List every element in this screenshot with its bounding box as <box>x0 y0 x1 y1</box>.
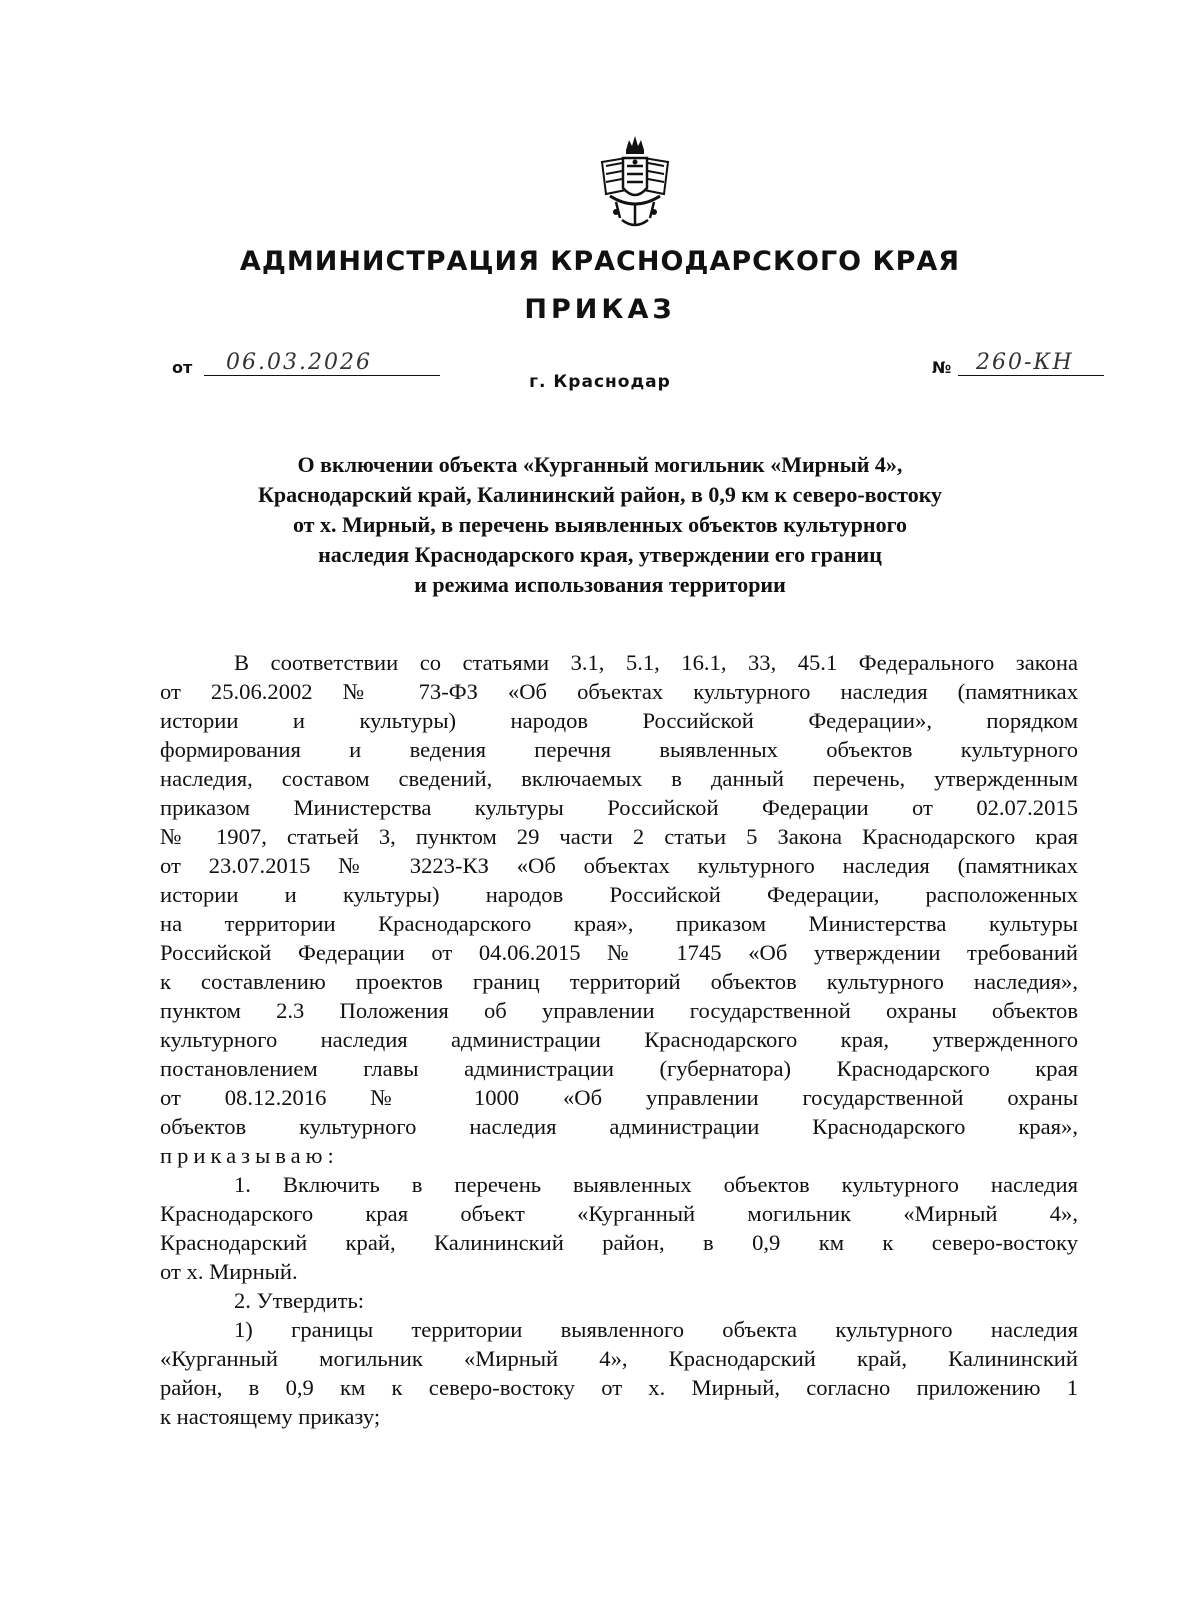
body-line: Краснодарский край, Калининский район, в 0,9 км к северо-востоку <box>160 1230 1078 1255</box>
title-line: и режима использования территории <box>414 572 786 597</box>
body-line: истории и культуры) народов Российской Федерации, расположенных <box>160 882 1078 907</box>
coat-of-arms-emblem <box>596 132 674 232</box>
body-line: пунктом 2.3 Положения об управлении государственной охраны объектов <box>160 998 1078 1023</box>
title-line: Краснодарский край, Калининский район, в 0,9 км к северо-востоку <box>257 482 943 507</box>
body-line: формирования и ведения перечня выявленных объектов культурного <box>160 737 1078 762</box>
order-body <box>160 648 1078 1431</box>
clause-1: 1. Включить в перечень выявленных объектов культурного наследия <box>234 1172 1078 1197</box>
body-line: от 23.07.2015 № 3223-КЗ «Об объектах культурного наследия (памятниках <box>160 853 1078 878</box>
title-line: О включении объекта «Курганный могильник «Мирный 4», <box>297 452 903 477</box>
clause-2-1: 1) границы территории выявленного объекта культурного наследия <box>234 1317 1078 1342</box>
title-line: от х. Мирный, в перечень выявленных объектов культурного <box>292 512 908 537</box>
body-line: «Курганный могильник «Мирный 4», Краснодарский край, Калининский <box>160 1346 1078 1371</box>
clause-2: 2. Утвердить: <box>234 1288 365 1313</box>
handwritten-number: 260-КН <box>958 350 1104 376</box>
organization-name: АДМИНИСТРАЦИЯ КРАСНОДАРСКОГО КРАЯ <box>239 246 961 277</box>
body-line: к составлению проектов границ территорий объектов культурного наследия», <box>160 969 1078 994</box>
body-line: Краснодарского края объект «Курганный могильник «Мирный 4», <box>160 1201 1078 1226</box>
handwritten-date: 06.03.2026 <box>204 350 440 376</box>
date-label: от <box>172 358 193 377</box>
body-line: район, в 0,9 км к северо-востоку от х. Мирный, согласно приложению 1 <box>160 1375 1078 1400</box>
title-line: наследия Краснодарского края, утверждении его границ <box>318 542 882 567</box>
body-line: наследия, составом сведений, включаемых в данный перечень, утвержденным <box>160 766 1078 791</box>
body-line: к настоящему приказу; <box>160 1404 381 1429</box>
document-type: ПРИКАЗ <box>524 294 676 325</box>
body-line: № 1907, статьей 3, пунктом 29 части 2 статьи 5 Закона Краснодарского края <box>160 824 1078 849</box>
body-line: В соответствии со статьями 3.1, 5.1, 16.1, 33, 45.1 Федерального закона <box>234 650 1078 675</box>
number-label: № <box>932 358 952 377</box>
body-line: постановлением главы администрации (губернатора) Краснодарского края <box>160 1056 1078 1081</box>
body-line: культурного наследия администрации Краснодарского края, утвержденного <box>160 1027 1078 1052</box>
body-line: от 25.06.2002 № 73-ФЗ «Об объектах культурного наследия (памятниках <box>160 679 1078 704</box>
city-name: г. Краснодар <box>529 372 671 392</box>
body-line: объектов культурного наследия администрации Краснодарского края», <box>160 1114 1078 1139</box>
body-line: на территории Краснодарского края», приказом Министерства культуры <box>160 911 1078 936</box>
order-title <box>160 450 1040 600</box>
body-line: от х. Мирный. <box>160 1259 298 1284</box>
body-line: от 08.12.2016 № 1000 «Об управлении государственной охраны <box>160 1085 1078 1110</box>
body-line: истории и культуры) народов Российской Федерации», порядком <box>160 708 1078 733</box>
body-line: Российской Федерации от 04.06.2015 № 1745 «Об утверждении требований <box>160 940 1078 965</box>
body-line: приказом Министерства культуры Российской Федерации от 02.07.2015 <box>160 795 1078 820</box>
order-directive: приказываю: <box>160 1143 339 1168</box>
